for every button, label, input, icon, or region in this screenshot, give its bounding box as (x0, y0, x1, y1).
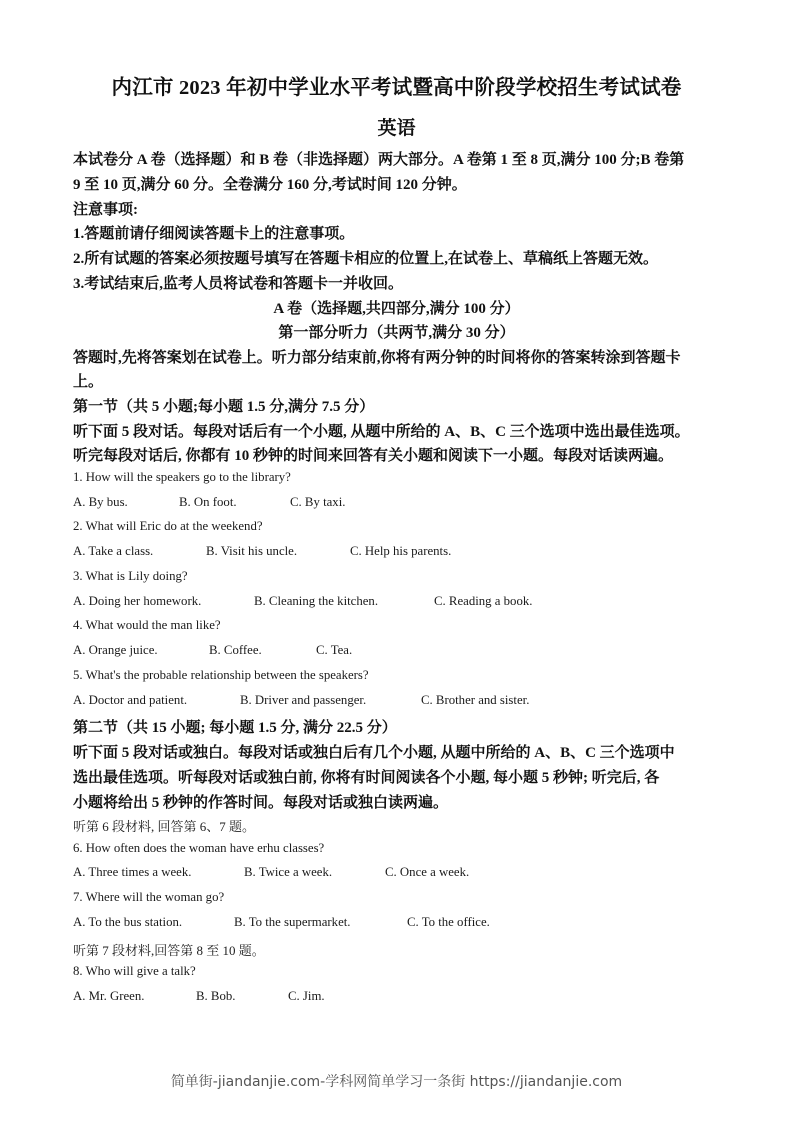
option-c: C. Reading a book. (434, 594, 533, 608)
question-text: 3. What is Lily doing? (73, 569, 188, 583)
note-item: 3.考试结束后,监考人员将试卷和答题卡一并收回。 (73, 276, 404, 292)
question-text: 7. Where will the woman go? (73, 890, 225, 904)
option-b: B. Driver and passenger. (240, 693, 367, 707)
section2-heading: 第二节（共 15 小题; 每小题 1.5 分, 满分 22.5 分） (73, 720, 397, 736)
section1-instructions-2: 听完每段对话后, 你都有 10 秒钟的时间来回答有关小题和阅读下一小题。每段对话读两遍。 (73, 448, 674, 464)
option-c: C. Jim. (288, 989, 325, 1003)
section1-heading: 第一节（共 5 小题;每小题 1.5 分,满分 7.5 分） (73, 399, 375, 415)
exam-title: 内江市 2023 年初中学业水平考试暨高中阶段学校招生考试试卷 (111, 77, 682, 99)
footer-watermark: 简单街-jiandanjie.com-学科网简单学习一条街 https://jiandanjie.com (170, 1074, 623, 1090)
part1-instructions-1: 答题时,先将答案划在试卷上。听力部分结束前,你将有两分钟的时间将你的答案转涂到答题卡 (73, 350, 681, 366)
note-item: 1.答题前请仔细阅读答题卡上的注意事项。 (73, 226, 355, 242)
option-a: A. By bus. (73, 495, 128, 509)
volume-a-heading: A 卷（选择题,共四部分,满分 100 分） (273, 301, 520, 317)
option-b: B. Cleaning the kitchen. (254, 594, 379, 608)
option-c: C. By taxi. (290, 495, 346, 509)
option-c: C. To the office. (407, 915, 490, 929)
option-c: C. Once a week. (385, 865, 470, 879)
section2-instructions-2: 选出最佳选项。听每段对话或独白前, 你将有时间阅读各个小题, 每小题 5 秒钟; 听完后, 各 (73, 770, 660, 786)
option-a: A. Mr. Green. (73, 989, 145, 1003)
section2-instructions-1: 听下面 5 段对话或独白。每段对话或独白后有几个小题, 从题中所给的 A、B、C 三个选项中 (73, 745, 675, 761)
option-a: A. To the bus station. (73, 915, 183, 929)
option-c: C. Brother and sister. (421, 693, 530, 707)
question-text: 6. How often does the woman have erhu classes? (73, 841, 325, 855)
option-c: C. Tea. (316, 643, 353, 657)
option-a: A. Orange juice. (73, 643, 158, 657)
note-item: 2.所有试题的答案必须按题号填写在答题卡相应的位置上,在试卷上、草稿纸上答题无效。 (73, 251, 659, 267)
option-b: B. Bob. (196, 989, 236, 1003)
question-text: 2. What will Eric do at the weekend? (73, 519, 263, 533)
option-b: B. Coffee. (209, 643, 262, 657)
part1-heading: 第一部分听力（共两节,满分 30 分） (278, 325, 515, 341)
option-b: B. Visit his uncle. (206, 544, 298, 558)
material-7-label: 听第 7 段材料,回答第 8 至 10 题。 (73, 943, 265, 958)
notes-heading: 注意事项: (73, 202, 138, 218)
option-b: B. Twice a week. (244, 865, 333, 879)
intro-line-2: 9 至 10 页,满分 60 分。全卷满分 160 分,考试时间 120 分钟。 (73, 177, 467, 193)
option-a: A. Doing her homework. (73, 594, 202, 608)
option-a: A. Doctor and patient. (73, 693, 188, 707)
option-b: B. On foot. (179, 495, 237, 509)
section1-instructions-1: 听下面 5 段对话。每段对话后有一个小题, 从题中所给的 A、B、C 三个选项中选出最佳选项。 (73, 424, 690, 440)
question-text: 5. What's the probable relationship between the speakers? (73, 668, 369, 682)
section2-instructions-3: 小题将给出 5 秒钟的作答时间。每段对话或独白读两遍。 (73, 795, 449, 811)
part1-instructions-2: 上。 (73, 374, 104, 390)
option-b: B. To the supermarket. (234, 915, 351, 929)
question-text: 4. What would the man like? (73, 618, 221, 632)
question-text: 8. Who will give a talk? (73, 964, 196, 978)
material-6-label: 听第 6 段材料, 回答第 6、7 题。 (73, 819, 256, 834)
option-c: C. Help his parents. (350, 544, 452, 558)
question-text: 1. How will the speakers go to the library? (73, 470, 291, 484)
subject-title: 英语 (377, 118, 416, 139)
intro-line-1: 本试卷分 A 卷（选择题）和 B 卷（非选择题）两大部分。A 卷第 1 至 8 页,满分 100 分;B 卷第 (73, 152, 685, 168)
option-a: A. Three times a week. (73, 865, 192, 879)
option-a: A. Take a class. (73, 544, 154, 558)
